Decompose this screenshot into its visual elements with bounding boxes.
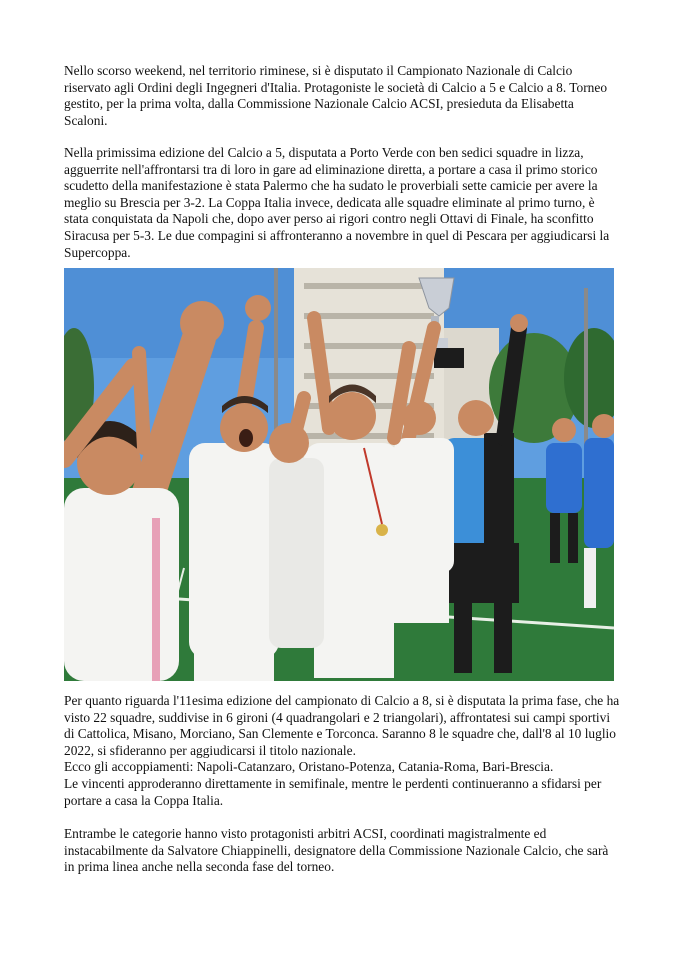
paragraph-text: Nella primissima edizione del Calcio a 5, disputata a Porto Verde con ben sedici squadre in lizza, agguerrite nell'affrontarsi tra di loro in gare ad eliminazione diretta, a portare a casa il primo storico scudetto della manifestazione è stata Palermo che ha sudato le proverbiali sette camicie per avere la meglio su Brescia per 3-2. La Coppa Italia invece, dedicata alle squadre eliminate al primo turno, è stata conquistata da Napoli che, dopo aver perso ai rigori contro negli Ottavi di Finale, ha sconfitto Siracusa per 5-3. Le due compagini si affronteranno a novembre in quel di Pescara per aggiudicarsi la Supercoppa. — [64, 145, 610, 260]
article-paragraph-3 — [64, 693, 620, 809]
paragraph-text: Le vincenti approderanno direttamente in semifinale, mentre le perdenti continueranno a sfidarsi per portare a casa la Coppa Italia. — [64, 775, 602, 808]
article-paragraph-1 — [64, 63, 620, 129]
paragraph-text: Per quanto riguarda l'11esima edizione del campionato di Calcio a 8, si è disputata la prima fase, che ha visto 22 squadre, suddivise in 6 gironi (4 quadrangolari e 2 triangolari), affrontatesi sui campi sportivi di Cattolica, Misano, Morciano, San Clemente e Torconca. Saranno 8 le squadre che, dall'8 al 10 luglio 2022, si sfideranno per aggiudicarsi il titolo nazionale. — [64, 693, 620, 758]
team-celebration-photo — [64, 268, 614, 681]
paragraph-text: Entrambe le categorie hanno visto protagonisti arbitri ACSI, coordinati magistralmente ed instacabilmente da Salvatore Chiappinelli, designatore della Commissione Nazionale Calcio, che sarà in prima linea anche nella seconda fase del torneo. — [64, 826, 609, 875]
paragraph-text: Nello scorso weekend, nel territorio riminese, si è disputato il Campionato Nazionale di Calcio riservato agli Ordini degli Ingegneri d'Italia. Protagoniste le società di Calcio a 5 e Calcio a 8. Torneo gestito, per la prima volta, dalla Commissione Nazionale Calcio ACSI, presieduta da Elisabetta Scaloni. — [64, 63, 608, 128]
paragraph-text: Ecco gli accoppiamenti: Napoli-Catanzaro, Oristano-Potenza, Catania-Roma, Bari-Brescia. — [64, 759, 554, 775]
article-paragraph-4 — [64, 826, 620, 876]
article-paragraph-2 — [64, 145, 620, 261]
